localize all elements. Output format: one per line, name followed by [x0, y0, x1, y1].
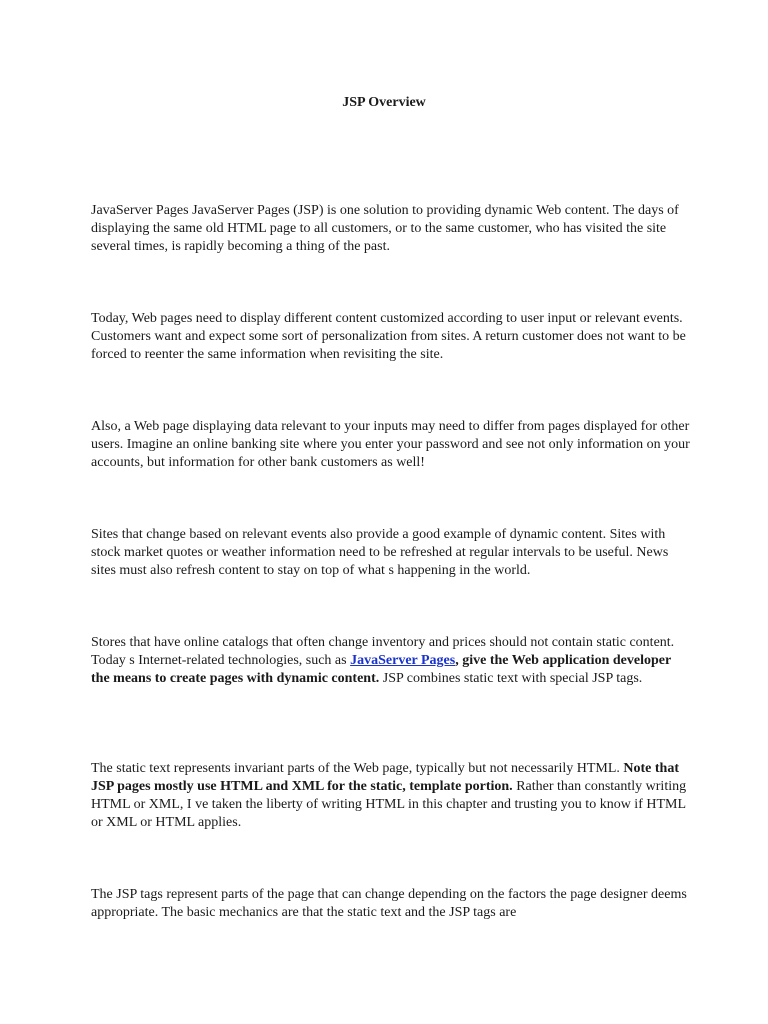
- paragraph-online-catalogs: [91, 634, 691, 688]
- paragraph-dynamic-sites: Sites that change based on relevant events also provide a good example of dynamic content. Sites with stock market quotes or weather information need to be refreshed at regular intervals to be useful. News sites must also refresh content to stay on top of what s happening in the world.: [91, 527, 669, 578]
- catalog-bold-text: , give the Web application developer the means to create pages with dynamic content.: [91, 653, 671, 686]
- static-text-after: Rather than constantly writing HTML or XML, I ve taken the liberty of writing HTML in this chapter and trusting you to know if HTML or XML or HTML applies.: [91, 779, 687, 830]
- catalog-text-before-link: Stores that have online catalogs that often change inventory and prices should not contain static content. Today s Internet-related technologies, such as: [91, 635, 675, 668]
- paragraph-intro: JavaServer Pages JavaServer Pages (JSP) is one solution to providing dynamic Web content. The days of displaying the same old HTML page to all customers, or to the same customer, who has visited the site several times, is rapidly becoming a thing of the past.: [91, 203, 679, 254]
- paragraph-personalization: Today, Web pages need to display different content customized according to user input or relevant events. Customers want and expect some sort of personalization from sites. A return customer does not want to be forced to reenter the same information when revisiting the site.: [91, 311, 686, 362]
- paragraph-jsp-tags: The JSP tags represent parts of the page that can change depending on the factors the page designer deems appropriate. The basic mechanics are that the static text and the JSP tags are: [91, 887, 687, 920]
- paragraph-banking-example: Also, a Web page displaying data relevant to your inputs may need to differ from pages displayed for other users. Imagine an online banking site where you enter your password and see not only information on your accounts, but information for other bank customers as well!: [91, 419, 690, 470]
- javaserver-pages-link[interactable]: JavaServer Pages: [350, 653, 456, 668]
- static-text-bold-note: Note that JSP pages mostly use HTML and XML for the static, template portion.: [91, 761, 680, 794]
- static-text-before: The static text represents invariant parts of the Web page, typically but not necessarily HTML.: [91, 761, 624, 776]
- catalog-text-after: JSP combines static text with special JSP tags.: [379, 671, 643, 686]
- paragraph-static-text: [91, 760, 691, 832]
- page-title: JSP Overview: [342, 95, 426, 110]
